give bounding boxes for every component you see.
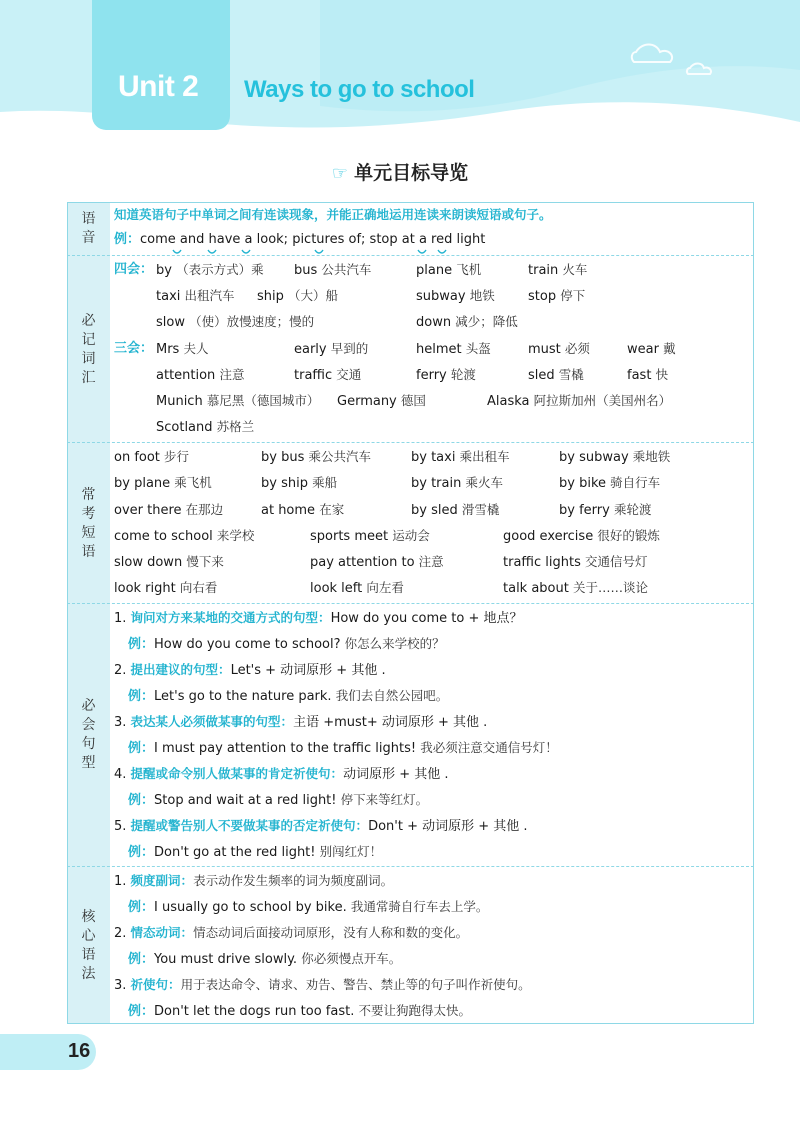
- sentence-example: 例：Stop and wait at a red light! 停下来等红灯。: [128, 792, 429, 808]
- vocab-item: helmet 头盔: [416, 341, 491, 357]
- vocab-item: plane 飞机: [416, 262, 482, 278]
- row-divider: [67, 866, 754, 867]
- grammar-point: 3. 祈使句：用于表达命令、请求、劝告、警告、禁止等的句子叫作祈使句。: [114, 977, 531, 993]
- pronunciation-rule: 知道英语句子中单词之间有连读现象，并能正确地运用连读来朗读短语或句子。: [114, 207, 552, 222]
- phrase-item: look right 向右看: [114, 580, 218, 596]
- vocab-item: attention 注意: [156, 367, 245, 383]
- section-heading-text: 单元目标导览: [354, 162, 469, 184]
- sentence-pattern: 4. 提醒或命令别人做某事的肯定祈使句：动词原形 + 其他 .: [114, 766, 449, 782]
- vocab-item: sled 雪橇: [528, 367, 584, 383]
- vocab-item: train 火车: [528, 262, 588, 278]
- pointing-hand-icon: ☞: [331, 163, 349, 184]
- vocab-item: Mrs 夫人: [156, 341, 209, 357]
- sentence-example: 例：Don't go at the red light! 别闯红灯！: [128, 844, 383, 860]
- label-grammar: 核 心 语 法: [81, 909, 96, 982]
- sentence-pattern: 1. 询问对方来某地的交通方式的句型：How do you come to + 地点？: [114, 610, 523, 626]
- unit-label: Unit 2: [118, 70, 199, 103]
- vocab-item: fast 快: [627, 367, 669, 383]
- phrase-item: slow down 慢下来: [114, 554, 224, 570]
- section-heading: [0, 158, 800, 185]
- phrase-item: by ferry 乘轮渡: [559, 502, 652, 518]
- vocab-item: Alaska 阿拉斯加州（美国州名）: [487, 393, 672, 409]
- phrase-item: traffic lights 交通信号灯: [503, 554, 648, 570]
- phrase-item: pay attention to 注意: [310, 554, 444, 570]
- vocab-item: bus 公共汽车: [294, 262, 372, 278]
- phrase-item: by subway 乘地铁: [559, 449, 671, 465]
- phrase-item: by train 乘火车: [411, 475, 503, 491]
- vocab-item: traffic 交通: [294, 367, 362, 383]
- sentence-pattern: 5. 提醒或警告别人不要做某事的否定祈使句：Don't + 动词原形 + 其他 .: [114, 818, 528, 834]
- vocab-item: by （表示方式）乘: [156, 262, 264, 278]
- vocab-item: ship （大）船: [257, 288, 339, 304]
- vocab-item: ferry 轮渡: [416, 367, 476, 383]
- grammar-example: 例：I usually go to school by bike. 我通常骑自行车去上学。: [128, 899, 489, 915]
- phrase-item: good exercise 很好的锻炼: [503, 528, 660, 544]
- vocab-item: slow （使）放慢速度；慢的: [156, 314, 315, 330]
- sentence-example: 例：I must pay attention to the traffic lights! 我必须注意交通信号灯！: [128, 740, 558, 756]
- vocab-item: wear 戴: [627, 341, 676, 357]
- vocab-item: subway 地铁: [416, 288, 495, 304]
- row-divider: [67, 442, 754, 443]
- phrase-item: by taxi 乘出租车: [411, 449, 510, 465]
- vocab-item: Germany 德国: [337, 393, 426, 409]
- phrase-item: by plane 乘飞机: [114, 475, 212, 491]
- vocab-four-label: 四会：: [114, 262, 154, 277]
- grammar-point: 2. 情态动词：情态动词后面接动词原形，没有人称和数的变化。: [114, 925, 469, 941]
- sentence-pattern: 3. 表达某人必须做某事的句型：主语 +must+ 动词原形 + 其他 .: [114, 714, 488, 730]
- phrase-item: at home 在家: [261, 502, 345, 518]
- label-phrases: 常 考 短 语: [81, 487, 96, 560]
- phrase-item: by bike 骑自行车: [559, 475, 661, 491]
- label-vocabulary: 必 记 词 汇: [81, 313, 96, 386]
- sentence-pattern: 2. 提出建议的句型：Let's + 动词原形 + 其他 .: [114, 662, 386, 678]
- liaison-marks: [170, 248, 500, 258]
- phrase-item: by ship 乘船: [261, 475, 338, 491]
- pronunciation-example: 例：come and have a look; pictures of; stop at a red light: [114, 232, 486, 247]
- phrase-item: look left 向左看: [310, 580, 404, 596]
- phrase-item: on foot 步行: [114, 449, 190, 465]
- label-sentences: 必 会 句 型: [81, 698, 96, 771]
- phrase-item: by bus 乘公共汽车: [261, 449, 371, 465]
- label-pronunciation: 语 音: [81, 211, 96, 246]
- sentence-example: 例：How do you come to school? 你怎么来学校的？: [128, 636, 445, 652]
- vocab-item: early 早到的: [294, 341, 369, 357]
- grammar-example: 例：Don't let the dogs run too fast. 不要让狗跑得太快。: [128, 1003, 471, 1019]
- phrase-item: over there 在那边: [114, 502, 224, 518]
- page-number: 16: [68, 1040, 91, 1062]
- vocab-item: must 必须: [528, 341, 590, 357]
- grammar-point: 1. 频度副词：表示动作发生频率的词为频度副词。: [114, 873, 394, 889]
- vocab-item: taxi 出租汽车: [156, 288, 235, 304]
- unit-tab: [92, 0, 230, 130]
- unit-title: Ways to go to school: [244, 76, 475, 103]
- vocab-three-label: 三会：: [114, 341, 154, 356]
- vocab-item: Scotland 苏格兰: [156, 419, 255, 435]
- sentence-example: 例：Let's go to the nature park. 我们去自然公园吧。: [128, 688, 449, 704]
- phrase-item: come to school 来学校: [114, 528, 255, 544]
- row-divider: [67, 603, 754, 604]
- vocab-item: Munich 慕尼黑（德国城市）: [156, 393, 320, 409]
- grammar-example: 例：You must drive slowly. 你必须慢点开车。: [128, 951, 402, 967]
- vocab-item: down 减少；降低: [416, 314, 518, 330]
- phrase-item: by sled 滑雪橇: [411, 502, 500, 518]
- phrase-item: talk about 关于……谈论: [503, 580, 649, 596]
- phrase-item: sports meet 运动会: [310, 528, 430, 544]
- vocab-item: stop 停下: [528, 288, 586, 304]
